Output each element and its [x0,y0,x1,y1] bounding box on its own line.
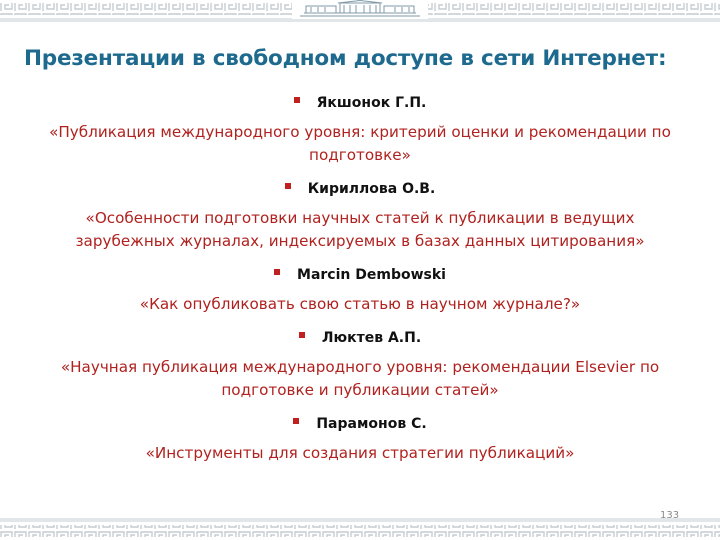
author-name: Люктев А.П. [321,330,422,346]
presentation-list [30,88,690,477]
slide-title: Презентации в свободном доступе в сети Интернет: [24,46,667,71]
bullet-icon [285,183,291,189]
talk-title-4: «Научная публикация международного уровня: рекомендации Elsevier по подготовке и публикации статей» [60,358,660,399]
author-name: Marcin Dembowski [297,267,446,283]
author-name: Парамонов С. [316,416,427,432]
talk-title-1: «Публикация международного уровня: критерий оценки и рекомендации по подготовке» [49,123,671,164]
bullet-icon [274,269,280,275]
bottom-decorative-band [0,518,720,540]
author-name: Кириллова О.В. [307,181,436,197]
talk-title-3: «Как опубликовать свою статью в научном журнале?» [139,295,581,313]
author-entry-4 [30,328,690,348]
bullet-icon [293,418,299,424]
bullet-icon [299,332,305,338]
author-entry-1 [30,93,690,113]
author-entry-2 [30,179,690,199]
author-name: Якшонок Г.П. [316,95,427,111]
talk-title-2: «Особенности подготовки научных статей к публикации в ведущих зарубежных журналах, индексируемых в базах данных цитирования» [75,209,645,250]
author-entry-5 [30,414,690,434]
talk-title-5: «Инструменты для создания стратегии публикаций» [145,444,575,462]
top-decorative-band [0,0,720,31]
page-number: 133 [660,510,680,521]
bullet-icon [294,97,300,103]
author-entry-3 [30,265,690,285]
